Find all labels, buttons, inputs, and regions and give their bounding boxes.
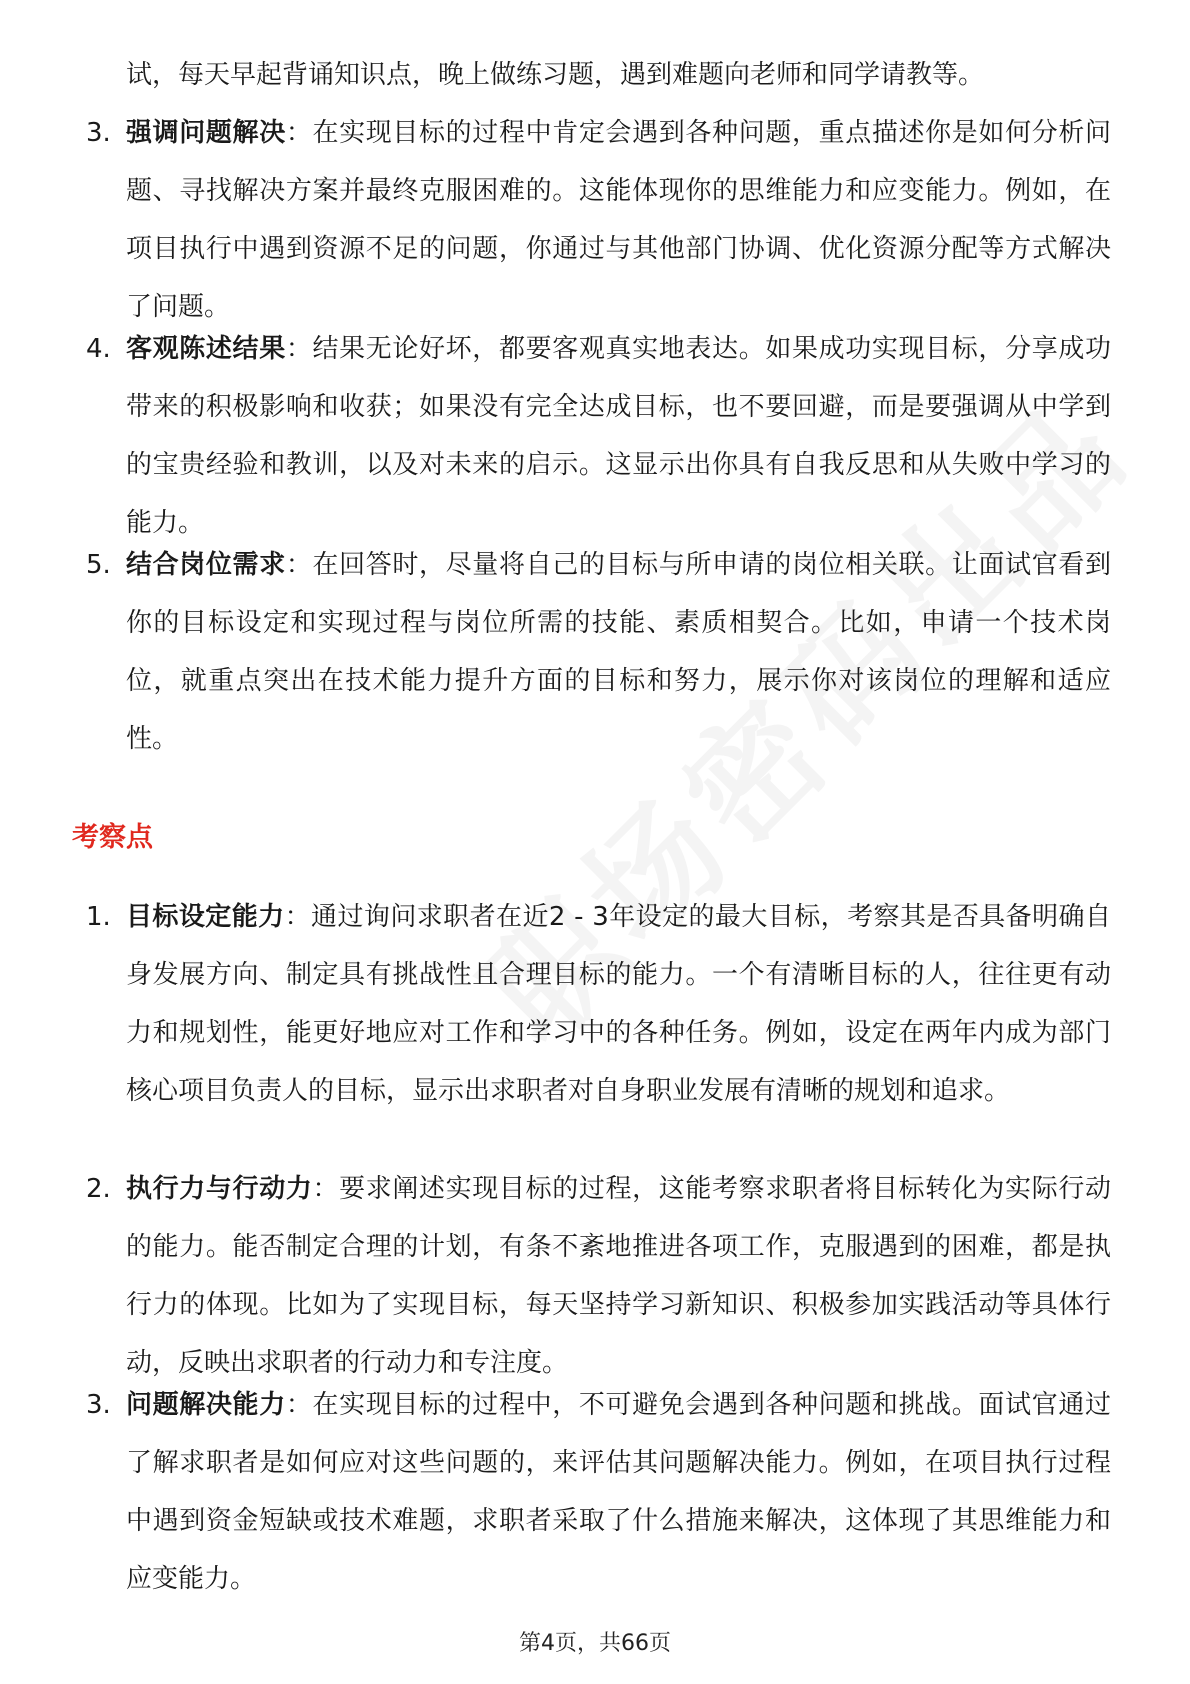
list-term: 执行力与行动力 <box>126 1174 313 1204</box>
list-item <box>0 888 1190 1160</box>
list-number: 3. <box>86 118 111 148</box>
list-term: 目标设定能力 <box>126 902 285 932</box>
list-text: ：结果无论好坏，都要客观真实地表达。如果成功实现目标，分享成功带来的积极影响和收获；如果没有完全达成目标，也不要回避，而是要强调从中学到的宝贵经验和教训，以及对未来的启示。这显示出你具有自我反思和从失败中学习的能力。 <box>126 334 1111 538</box>
list-term: 问题解决能力 <box>126 1390 286 1420</box>
list-item <box>0 1376 1190 1592</box>
list-number: 5. <box>86 550 111 580</box>
continued-paragraph: 试，每天早起背诵知识点，晚上做练习题，遇到难题向老师和同学请教等。 <box>126 60 985 90</box>
list-number: 4. <box>86 334 111 364</box>
list-term: 结合岗位需求 <box>126 550 286 580</box>
list-text: ：通过询问求职者在近2 - 3年设定的最大目标，考察其是否具备明确自身发展方向、制定具有挑战性且合理目标的能力。一个有清晰目标的人，往往更有动力和规划性，能更好地应对工作和学习中的各种任务。例如，设定在两年内成为部门核心项目负责人的目标，显示出求职者对自身职业发展有清晰的规划和追求。 <box>126 902 1111 1106</box>
list-text: ：在实现目标的过程中肯定会遇到各种问题，重点描述你是如何分析问题、寻找解决方案并最终克服困难的。这能体现你的思维能力和应变能力。例如，在项目执行中遇到资源不足的问题，你通过与其他部门协调、优化资源分配等方式解决了问题。 <box>126 118 1111 322</box>
list-term: 强调问题解决 <box>126 118 286 148</box>
list-number: 1. <box>86 902 111 932</box>
list-term: 客观陈述结果 <box>126 334 286 364</box>
list-item <box>0 536 1190 752</box>
list-text: ：在回答时，尽量将自己的目标与所申请的岗位相关联。让面试官看到你的目标设定和实现过程与岗位所需的技能、素质相契合。比如，申请一个技术岗位，就重点突出在技术能力提升方面的目标和努力，展示你对该岗位的理解和适应性。 <box>126 550 1111 754</box>
list-text: ：在实现目标的过程中，不可避免会遇到各种问题和挑战。面试官通过了解求职者是如何应对这些问题的，来评估其问题解决能力。例如，在项目执行过程中遇到资金短缺或技术难题，求职者采取了什么措施来解决，这体现了其思维能力和应变能力。 <box>126 1390 1111 1594</box>
evaluation-points-list <box>0 888 1190 1592</box>
section-title: 考察点 <box>72 822 153 853</box>
page-footer: 第4页，共66页 <box>519 1631 671 1656</box>
list-number: 2. <box>86 1174 111 1204</box>
list-text: ：要求阐述实现目标的过程，这能考察求职者将目标转化为实际行动的能力。能否制定合理的计划，有条不紊地推进各项工作，克服遇到的困难，都是执行力的体现。比如为了实现目标，每天坚持学习新知识、积极参加实践活动等具体行动，反映出求职者的行动力和专注度。 <box>126 1174 1111 1378</box>
list-number: 3. <box>86 1390 111 1420</box>
list-item <box>0 320 1190 536</box>
list-item <box>0 1160 1190 1376</box>
list-item <box>0 104 1190 320</box>
tips-list <box>0 104 1190 752</box>
